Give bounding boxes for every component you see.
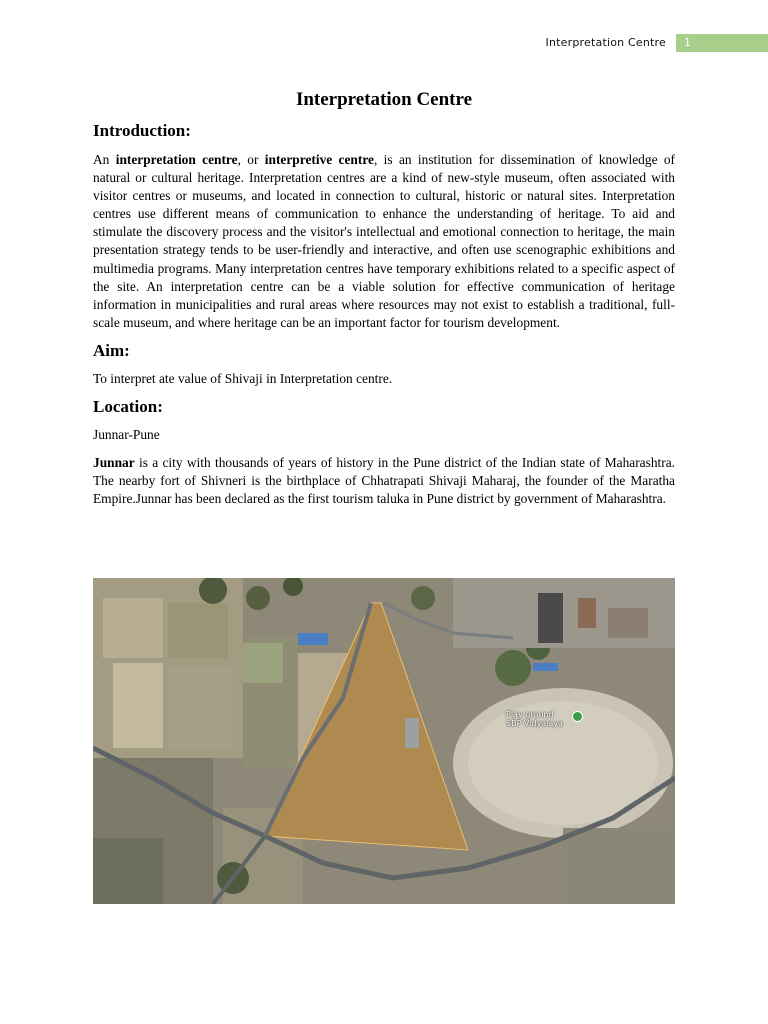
intro-term-2: interpretive centre: [264, 152, 374, 167]
map-label-line-1: Play ground: [506, 710, 554, 719]
intro-lead: An: [93, 152, 116, 167]
intro-term-1: interpretation centre: [115, 152, 238, 167]
intro-rest: , is an institution for dissemination of knowledge of natural or cultural heritage. Interpretation centres are a kind of new-style museum, often associated with visitor centres or museums, and located in connection to cultural, historic or natural sites. Interpretation centres use different means of communication to enhance the understanding of heritage. To aid and stimulate the discovery process and the visitor's intellectual and emotional connection to heritage, the main presentation strategy tends to be user-friendly and interactive, and often use scenographic exhibitions and multimedia programs. Many interpretation centres have temporary exhibitions related to a specific aspect of the site. An interpretation centre can be a viable solution for effective communication of heritage information in municipalities and rural areas where resources may not exist to establish a traditional, full-scale museum, and where heritage can be an important factor for tourism development.: [93, 152, 676, 330]
junnar-term: Junnar: [93, 455, 135, 471]
map-location-pin-icon: [572, 711, 583, 722]
junnar-text: is a city with thousands of years of history in the Pune district of the Indian state of Maharashtra. The nearby fort of Shivneri is the birthplace of Chhatrapati Shivaji Maharaj, the founder of the Maratha Empire.Junnar has been declared as the first tourism taluka in Pune district by government of Maharashtra.: [93, 455, 675, 507]
map-label-line-2: SBP Vidyalaya: [506, 719, 563, 728]
location-heading: Location:: [93, 397, 163, 417]
satellite-map-graphic: [93, 578, 675, 904]
header-title: Interpretation Centre: [545, 36, 666, 49]
location-place: Junnar-Pune: [93, 427, 160, 443]
intro-mid: , or: [237, 152, 265, 167]
document-body: [93, 88, 675, 508]
map-place-label: [506, 710, 563, 728]
page-number-badge: [676, 34, 768, 52]
document-title: Interpretation Centre: [295, 89, 473, 110]
aim-heading: Aim:: [93, 340, 130, 360]
page-number: 1: [684, 36, 691, 49]
introduction-paragraph: [93, 151, 675, 332]
satellite-map-image: [93, 578, 675, 904]
junnar-paragraph: [93, 454, 675, 508]
introduction-heading: Introduction:: [93, 121, 191, 140]
aim-text: To interpret ate value of Shivaji in Interpretation centre.: [93, 370, 393, 386]
page-header: [0, 34, 768, 52]
